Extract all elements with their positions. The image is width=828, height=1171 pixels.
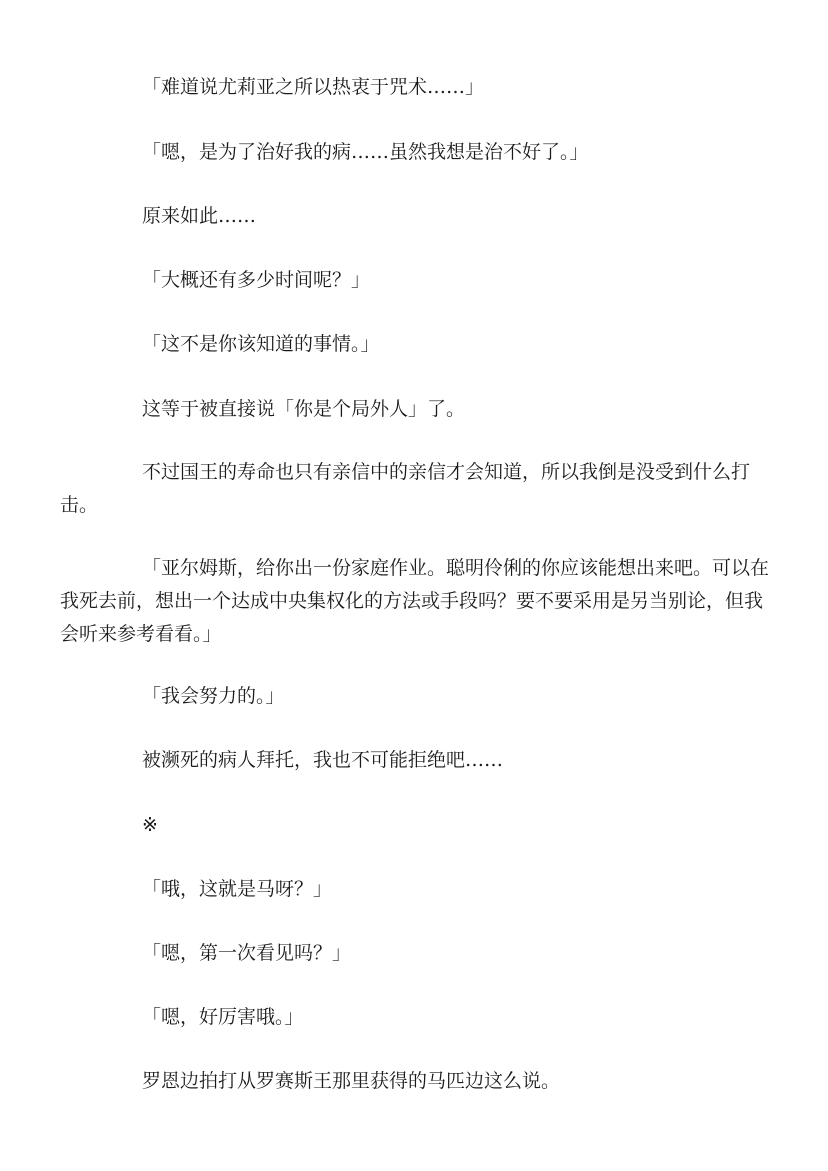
paragraph-11: 「哦，这就是马呀？」 [142, 878, 333, 900]
paragraph-5: 「这不是你该知道的事情。」 [142, 333, 380, 355]
paragraph-6: 这等于被直接说「你是个局外人」了。 [142, 398, 466, 420]
paragraph-1: 「难道说尤莉亚之所以热衷于咒术……」 [142, 76, 485, 98]
paragraph-2: 「嗯，是为了治好我的病……虽然我想是治不好了。」 [142, 141, 589, 163]
paragraph-9: 「我会努力的。」 [142, 685, 285, 707]
paragraph-12: 「嗯，第一次看见吗？」 [142, 942, 352, 964]
paragraph-4: 「大概还有多少时间呢？」 [142, 269, 371, 291]
paragraph-8: 「亚尔姆斯，给你出一份家庭作业。聪明伶俐的你应该能想出来吧。可以在我死去前，想出一个达成中央集权化的方法或手段吗？要不要采用是另当别论，但我会听来参考看看。」 [60, 557, 770, 645]
paragraph-13: 「嗯，好厉害哦。」 [142, 1006, 304, 1028]
paragraph-14: 罗恩边拍打从罗赛斯王那里获得的马匹边这么说。 [142, 1070, 561, 1092]
paragraph-7: 不过国王的寿命也只有亲信中的亲信才会知道，所以我倒是没受到什么打击。 [60, 461, 751, 516]
section-break-mark: ※ [142, 814, 158, 836]
paragraph-10: 被濒死的病人拜托，我也不可能拒绝吧…… [142, 749, 504, 771]
paragraph-3: 原来如此…… [142, 205, 257, 227]
